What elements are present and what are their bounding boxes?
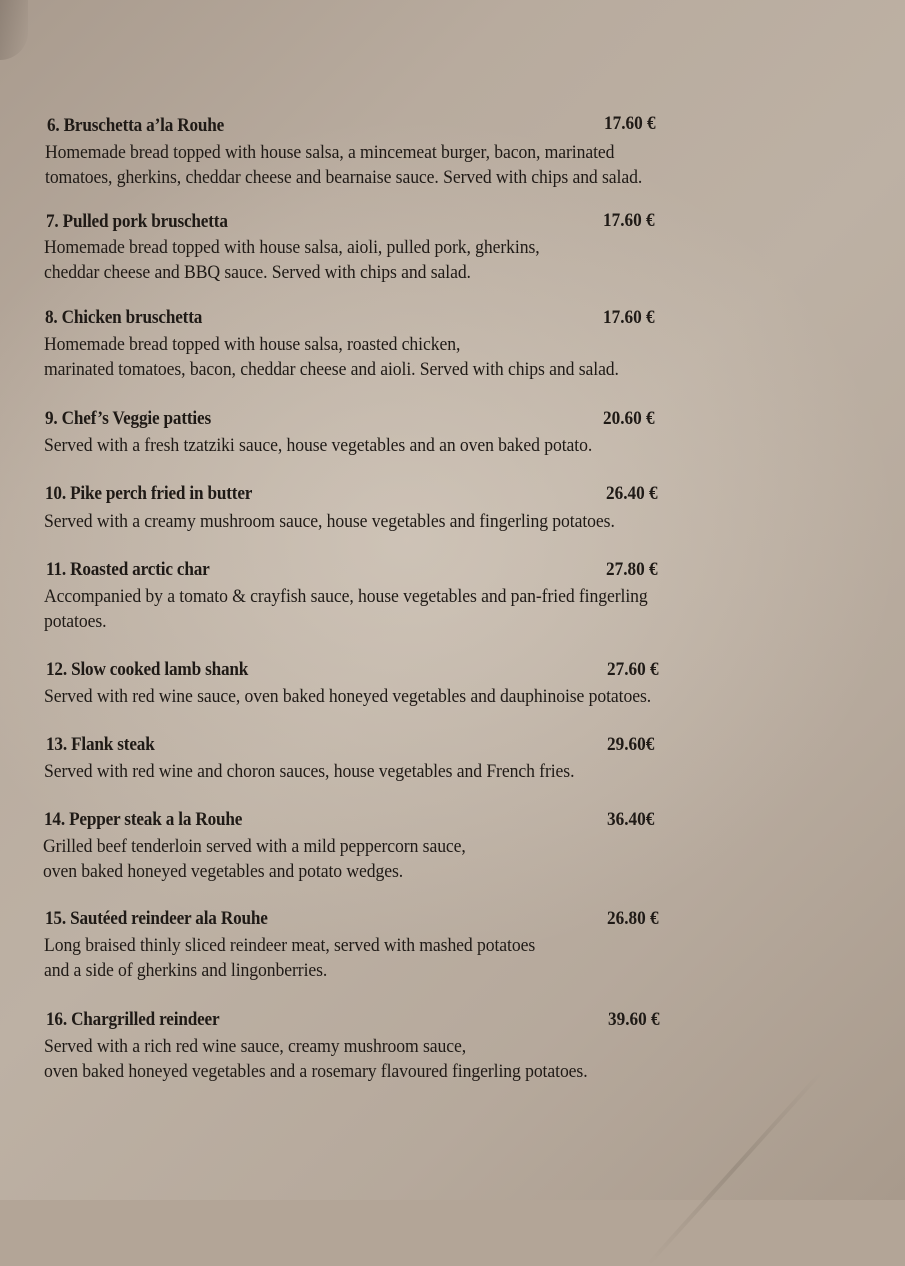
description-line: Served with red wine and choron sauces, house vegetables and French fries. [44,761,575,782]
description-line: potatoes. [44,611,107,632]
description-line: Served with a creamy mushroom sauce, house vegetables and fingerling potatoes. [44,511,615,532]
item-price: 39.60 € [608,1010,660,1030]
description-line: Accompanied by a tomato & crayfish sauce, house vegetables and pan-fried fingerling [44,586,648,607]
item-description [44,584,648,634]
item-price: 26.80 € [607,909,659,929]
description-line: Homemade bread topped with house salsa, roasted chicken, [44,334,461,355]
item-title: 16. Chargrilled reindeer [46,1010,220,1030]
item-price: 20.60 € [603,409,655,429]
item-title: 6. Bruschetta a’la Rouhe [47,116,225,136]
item-price: 17.60 € [604,114,656,134]
item-price: 17.60 € [603,308,655,328]
description-line: tomatoes, gherkins, cheddar cheese and bearnaise sauce. Served with chips and salad. [45,167,643,188]
item-description [45,140,642,190]
description-line: Served with red wine sauce, oven baked honeyed vegetables and dauphinoise potatoes. [44,686,652,707]
item-title: 15. Sautéed reindeer ala Rouhe [45,909,268,929]
paper-crease [647,1070,824,1266]
paper-fold-corner [0,0,28,60]
item-title: 14. Pepper steak a la Rouhe [44,810,243,830]
item-price: 17.60 € [603,211,655,231]
item-description [43,834,466,884]
description-line: oven baked honeyed vegetables and potato wedges. [43,861,404,882]
item-price: 26.40 € [606,484,658,504]
item-title: 11. Roasted arctic char [46,560,210,580]
item-description [44,235,540,285]
item-title: 7. Pulled pork bruschetta [46,212,228,232]
item-title: 10. Pike perch fried in butter [45,484,253,504]
description-line: oven baked honeyed vegetables and a rosemary flavoured fingerling potatoes. [44,1061,588,1082]
item-title: 13. Flank steak [46,735,155,755]
description-line: Grilled beef tenderloin served with a mild peppercorn sauce, [43,836,466,857]
description-line: cheddar cheese and BBQ sauce. Served with chips and salad. [44,262,471,283]
item-title: 8. Chicken bruschetta [45,308,203,328]
item-description [44,933,535,983]
description-line: Homemade bread topped with house salsa, a mincemeat burger, bacon, marinated [45,142,615,163]
description-line: marinated tomatoes, bacon, cheddar cheese and aioli. Served with chips and salad. [44,359,619,380]
item-title: 12. Slow cooked lamb shank [46,660,249,680]
item-description [44,1034,588,1084]
description-line: Served with a rich red wine sauce, creamy mushroom sauce, [44,1036,467,1057]
item-title: 9. Chef’s Veggie patties [45,409,211,429]
item-price: 27.80 € [606,560,658,580]
item-description [44,509,615,534]
item-description [44,433,592,458]
item-description [44,684,651,709]
item-price: 36.40€ [607,810,655,830]
item-price: 27.60 € [607,660,659,680]
description-line: Homemade bread topped with house salsa, aioli, pulled pork, gherkins, [44,237,540,258]
item-price: 29.60€ [607,735,655,755]
description-line: Served with a fresh tzatziki sauce, house vegetables and an oven baked potato. [44,435,593,456]
item-description [44,759,574,784]
description-line: Long braised thinly sliced reindeer meat, served with mashed potatoes [44,935,536,956]
item-description [44,332,619,382]
description-line: and a side of gherkins and lingonberries. [44,960,328,981]
